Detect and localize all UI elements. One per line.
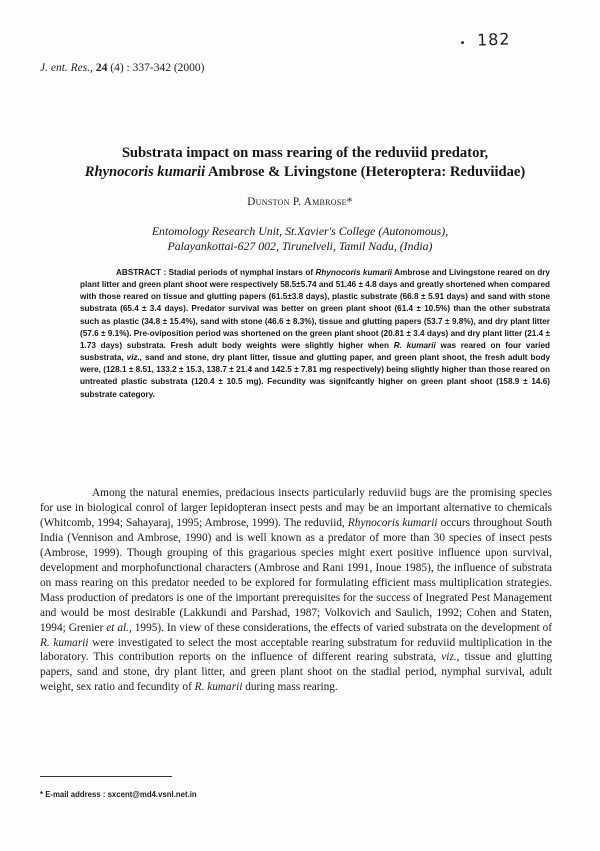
footnote-divider: [40, 776, 172, 777]
affiliation-line-1: Entomology Research Unit, St.Xavier's College (Autonomous),: [151, 224, 449, 238]
body-text-6: during mass rearing.: [245, 681, 338, 694]
abstract-species: Rhynocoris kumarii: [315, 268, 393, 277]
footnote-email: * E-mail address : sxcent@md4.vsnl.net.in: [40, 790, 197, 799]
body-text-2: occurs throughout South India (Vennison and Ambrose, 1990) and is well known as a predator of more than 30 species of insect pests (Ambrose, 1999). Though grouping of this gragarious species might exert positive influence upon survival, development and morphofunctional characters (Ambrose and Rani 1991, Inoue 1985), the influence of substrata on mass rearing on this predator needed to be explored for formulating efficient mass multiplication strategies. Mass production of predators is one of the important prerequisites for the success of Inegrated Pest Management and would be most desirable (Lakkundi and Parshad, 1987; Volkovich and Saulich, 1992; Cohen and Staten, 1994; Grenier: [40, 516, 553, 634]
body-species-3: R. kumarii: [194, 681, 243, 694]
journal-issue-pages: (4) : 337-342 (2000): [110, 62, 205, 74]
author-name: [0, 196, 600, 208]
body-text-1: Among the natural enemies, predacious insects particularly reduviid bugs are the promising species for use in biological conrol of larger lepidopteran insect pests and may be an important alternative to chemicals (Whitcomb, 1994; Sahayaraj, 1995; Ambrose, 1999). The reduviid,: [40, 487, 552, 529]
body-text-4: were investigated to select the most acceptable rearing substratum for reduviid multiplication in the laboratory. This contribution reports on the influence of different rearing substrata,: [40, 636, 552, 664]
abstract-text-4: sand and stone, dry plant litter, tissue and glutting paper, and green plant shoot, the fresh adult body were, (128.1 ± 8.51, 133.2 ± 15.3, 138.7 ± 21.4 and 142.5 ± 7.81 mg respectively) being slightly higher than those reared on untreated plastic substrata (120.4 ± 10.5 mg). Fecundity was signifcantly higher on green plant shoot (158.9 ± 14.6) substrate category.: [80, 353, 551, 399]
handwritten-page-number: 182: [476, 29, 511, 50]
abstract-text-2: Ambrose and Livingstone reared on dry plant litter and green plant shoot were respectively 58.5±5.74 and 51.46 ± 4.8 days and greatly shortened when compared with those reared on tissue and glutting papers (61.5±3.8 days), plastic substrate (66.8 ± 5.91 days) and sand with stone substrata (65.4 ± 3.4 days). Predator survival was better on green plant shoot (61.4 ± 10.5%) than the other substrata such as plastic (34.8 ± 15.4%), sand with stone (46.6 ± 8.3%), tissue and glutting papers (53.7 ± 9.8%), and dry plant litter (57.6 ± 9.1%). Pre-oviposition period was shortened on the green plant shoot (20.81 ± 3.4 days) and dry plant litter (21.4 ± 1.73 days) substrata. Fresh adult body weights were slightly higher when: [80, 268, 550, 350]
abstract-label: ABSTRACT :: [116, 268, 167, 277]
title-species: Rhynocoris kumarii: [84, 164, 206, 180]
abstract-text-1: Stadial periods of nymphal instars of: [168, 268, 314, 277]
journal-citation: [40, 62, 204, 74]
title-line-2: Ambrose & Livingstone (Heteroptera: Reduviidae): [208, 164, 526, 180]
abstract-species-2: R. kumarii: [393, 340, 436, 350]
body-species-2: R. kumarii: [40, 636, 89, 649]
author-affiliation: [60, 224, 540, 254]
body-species-1: Rhynocoris kumarii: [347, 516, 438, 529]
body-viz: viz.,: [441, 651, 460, 664]
body-text-5: tissue and glutting papers, sand and stone, dry plant litter, and green plant shoot on the stadial period, nymphal survival, adult weight, sex ratio and fecundity of: [40, 651, 553, 694]
abstract: [80, 267, 550, 401]
paper-title: [60, 144, 550, 182]
journal-name: J. ent. Res.,: [40, 62, 94, 74]
title-line-1: Substrata impact on mass rearing of the reduviid predator,: [121, 145, 489, 161]
author-text: Dunston P. Ambrose*: [247, 196, 353, 208]
journal-volume: 24: [95, 62, 108, 74]
affiliation-line-2: Palayankottai-627 002, Tirunelveli, Tamil Nadu, (India): [167, 239, 433, 253]
introduction-paragraph: [40, 486, 552, 695]
abstract-text-3: was reared on four varied susbstrata,: [80, 340, 551, 363]
abstract-viz: viz.,: [126, 353, 143, 363]
body-et-al: et al.,: [106, 621, 132, 634]
body-text-3: 1995). In view of these considerations, the effects of varied substrata on the development of: [134, 621, 553, 634]
